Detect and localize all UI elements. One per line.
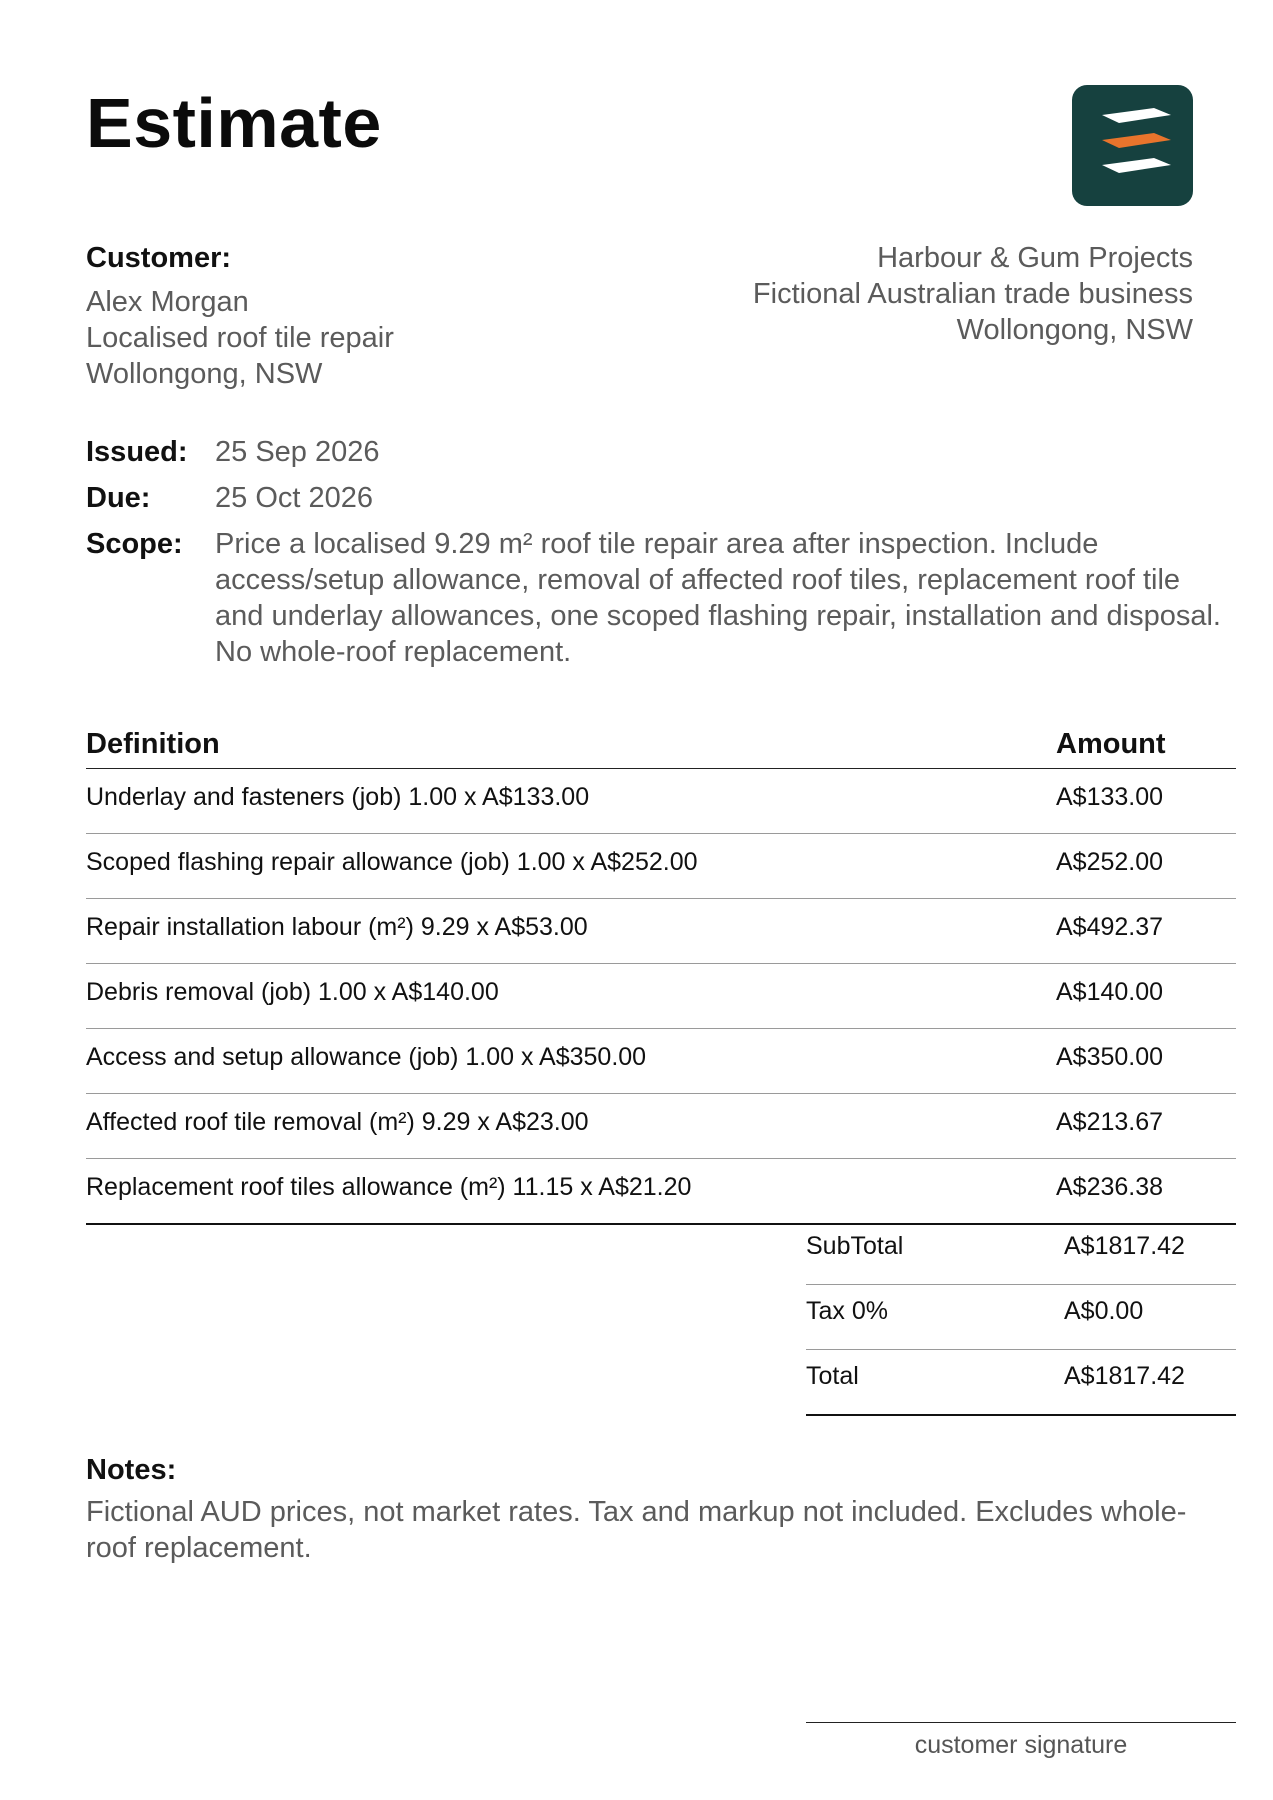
tax-label: Tax 0% [806, 1297, 888, 1325]
totals-table [806, 1220, 1236, 1416]
total-label: Total [806, 1362, 859, 1390]
table-row [86, 769, 1236, 834]
issued-label: Issued: [86, 436, 188, 468]
tax-value: A$0.00 [1064, 1297, 1144, 1325]
item-definition: Affected roof tile removal (m²) 9.29 x A$23.00 [86, 1108, 589, 1136]
company-logo [1072, 85, 1193, 206]
company-block [633, 240, 1193, 348]
notes-section [86, 1452, 1206, 1566]
item-definition: Access and setup allowance (job) 1.00 x A$350.00 [86, 1043, 647, 1071]
scope-label: Scope: [86, 528, 183, 560]
tax-row [806, 1285, 1236, 1350]
total-row [806, 1350, 1236, 1416]
customer-label: Customer: [86, 242, 232, 274]
item-definition: Underlay and fasteners (job) 1.00 x A$133.00 [86, 783, 590, 811]
item-amount: A$213.67 [1056, 1108, 1164, 1136]
item-amount: A$236.38 [1056, 1173, 1164, 1201]
subtotal-value: A$1817.42 [1064, 1232, 1185, 1260]
item-amount: A$252.00 [1056, 848, 1164, 876]
customer-block [86, 240, 606, 392]
company-location: Wollongong, NSW [956, 314, 1193, 346]
item-definition: Repair installation labour (m²) 9.29 x A$53.00 [86, 913, 588, 941]
due-label: Due: [86, 482, 151, 514]
due-date: 25 Oct 2026 [215, 482, 373, 514]
customer-name: Alex Morgan [86, 286, 249, 318]
amount-header: Amount [1056, 727, 1166, 760]
subtotal-label: SubTotal [806, 1232, 904, 1260]
item-amount: A$492.37 [1056, 913, 1164, 941]
table-row [86, 899, 1236, 964]
page-title: Estimate [86, 84, 382, 162]
table-header [86, 720, 1236, 769]
total-value: A$1817.42 [1064, 1362, 1185, 1390]
issued-row [86, 434, 1236, 470]
item-definition: Scoped flashing repair allowance (job) 1.00 x A$252.00 [86, 848, 698, 876]
company-description: Fictional Australian trade business [752, 278, 1193, 310]
item-amount: A$133.00 [1056, 783, 1164, 811]
table-row [86, 1159, 1236, 1225]
table-row [86, 1094, 1236, 1159]
notes-text: Fictional AUD prices, not market rates. Tax and markup not included. Excludes whole-roof replacement. [86, 1496, 1187, 1564]
stacked-layers-logo-icon [1072, 85, 1193, 206]
scope-text: Price a localised 9.29 m² roof tile repair area after inspection. Include access/setup allowance, removal of affected roof tiles, replacement roof tile and underlay allowances, one scoped flashing repair, installation and disposal. No whole-roof replacement. [215, 528, 1221, 668]
subtotal-row [806, 1220, 1236, 1285]
estimate-meta [86, 434, 1236, 680]
item-amount: A$140.00 [1056, 978, 1164, 1006]
item-amount: A$350.00 [1056, 1043, 1164, 1071]
line-items-table [86, 720, 1236, 1225]
item-definition: Replacement roof tiles allowance (m²) 11.15 x A$21.20 [86, 1173, 692, 1201]
notes-label: Notes: [86, 1454, 177, 1486]
due-row [86, 480, 1236, 516]
customer-location: Wollongong, NSW [86, 358, 323, 390]
customer-job: Localised roof tile repair [86, 322, 394, 354]
table-row [86, 834, 1236, 899]
scope-row [86, 526, 1236, 670]
table-row [86, 964, 1236, 1029]
company-name: Harbour & Gum Projects [877, 242, 1193, 274]
item-definition: Debris removal (job) 1.00 x A$140.00 [86, 978, 499, 1006]
issued-date: 25 Sep 2026 [215, 436, 380, 468]
definition-header: Definition [86, 727, 220, 760]
customer-signature-line [806, 1722, 1236, 1760]
signature-label: customer signature [914, 1731, 1128, 1759]
estimate-page [86, 0, 1236, 1800]
table-row [86, 1029, 1236, 1094]
